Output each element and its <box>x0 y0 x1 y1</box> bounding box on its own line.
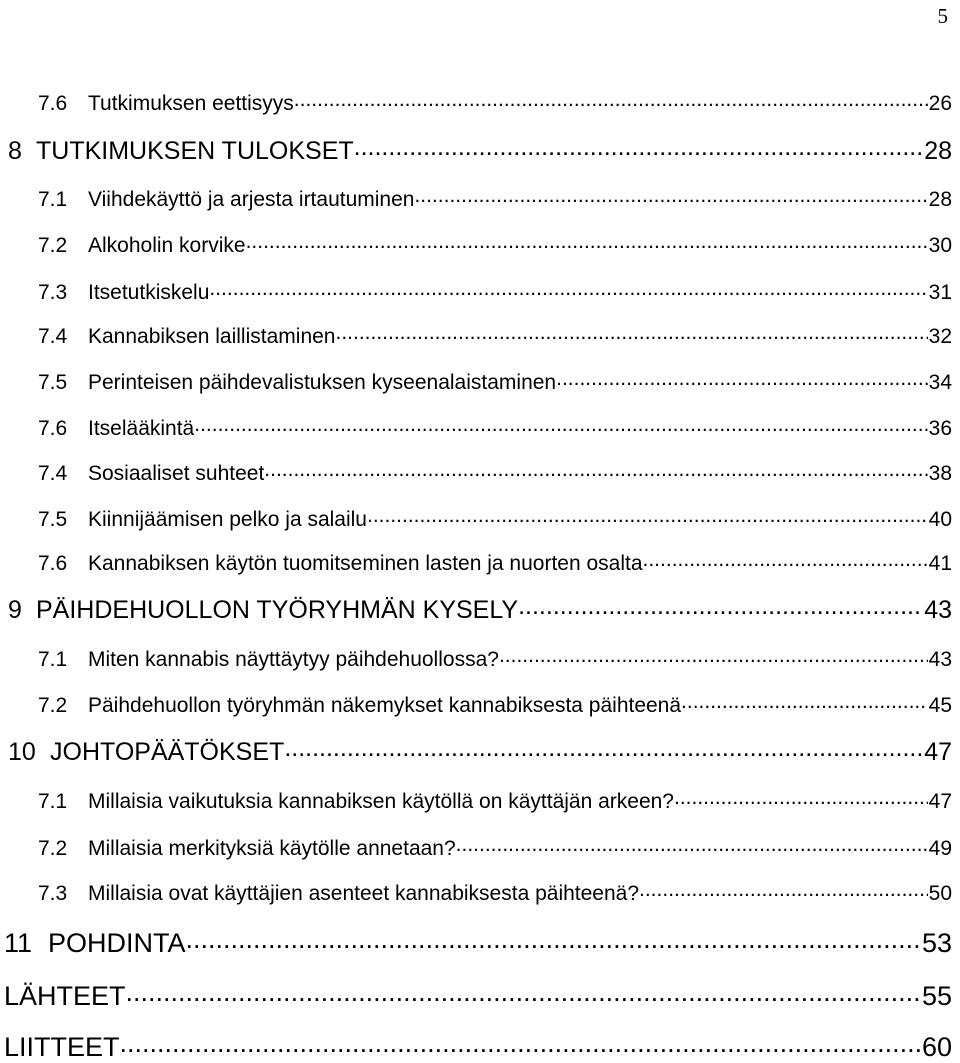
toc-entry-title: Viihdekäyttö ja arjesta irtautuminen <box>88 188 415 211</box>
toc-entry-title: Itselääkintä <box>88 417 195 440</box>
toc-entry-page: 32 <box>928 325 952 348</box>
toc-entry[interactable] <box>8 134 952 166</box>
toc-entry[interactable] <box>38 879 952 907</box>
toc-entry[interactable] <box>38 505 952 533</box>
toc-leader-dots <box>209 278 927 299</box>
toc-entry[interactable] <box>38 322 952 350</box>
toc-entry-title: LÄHTEET <box>4 981 126 1011</box>
toc-entry[interactable] <box>38 549 952 577</box>
toc-entry-page: 26 <box>928 92 952 115</box>
toc-entry[interactable] <box>4 1029 952 1063</box>
toc-leader-dots <box>681 691 928 712</box>
toc-entry-number: 7.1 <box>38 648 68 671</box>
toc-entry-title: Millaisia vaikutuksia kannabiksen käytöllä on käyttäjän arkeen? <box>88 790 674 813</box>
toc-entry[interactable] <box>8 735 952 767</box>
toc-entry-number: 7.5 <box>38 508 68 531</box>
toc-leader-dots <box>367 505 928 526</box>
toc-entry-number: 7.4 <box>38 325 68 348</box>
toc-entry[interactable] <box>38 231 952 259</box>
toc-entry-number: 7.2 <box>38 234 68 257</box>
toc-leader-dots <box>643 549 928 570</box>
toc-entry-page: 47 <box>924 738 952 766</box>
toc-entry-title: Päihdehuollon työryhmän näkemykset kannabiksesta päihteenä <box>88 694 682 717</box>
toc-entry-page: 53 <box>921 928 952 958</box>
toc-entry-title: TUTKIMUKSEN TULOKSET <box>36 137 354 165</box>
toc-entry-page: 45 <box>928 694 952 717</box>
toc-leader-dots <box>456 834 928 855</box>
toc-leader-dots <box>126 978 921 1005</box>
toc-leader-dots <box>120 1029 921 1056</box>
page-number: 5 <box>937 4 948 28</box>
toc-entry[interactable] <box>38 278 952 306</box>
toc-entry-title: Kiinnijäämisen pelko ja salailu <box>88 508 367 531</box>
toc-entry-title: Miten kannabis näyttäytyy päihdehuollossa? <box>88 648 499 671</box>
toc-entry-page: 36 <box>928 417 952 440</box>
toc-entry-number: 8 <box>8 137 22 165</box>
toc-entry-title: Kannabiksen laillistaminen <box>88 325 336 348</box>
toc-entry-number: 7.4 <box>38 462 68 485</box>
toc-entry-number: 9 <box>8 596 22 624</box>
toc-entry-page: 55 <box>921 981 952 1011</box>
toc-entry-page: 28 <box>924 137 952 165</box>
toc-leader-dots <box>639 879 928 900</box>
toc-entry-page: 43 <box>928 648 952 671</box>
toc-entry-number: 7.6 <box>38 417 68 440</box>
toc-entry[interactable] <box>38 368 952 396</box>
toc-entry-title: Alkoholin korvike <box>88 234 246 257</box>
toc-entry[interactable] <box>38 691 952 719</box>
toc-entry-number: 7.3 <box>38 281 68 304</box>
toc-entry-page: 60 <box>921 1032 952 1062</box>
toc-entry-number: 7.6 <box>38 92 68 115</box>
toc-entry-title: LIITTEET <box>4 1032 120 1062</box>
toc-leader-dots <box>354 134 924 159</box>
toc-entry-page: 31 <box>928 281 952 304</box>
toc-entry-number: 7.1 <box>38 790 68 813</box>
toc-entry[interactable] <box>38 185 952 213</box>
toc-entry[interactable] <box>38 834 952 862</box>
toc-leader-dots <box>264 459 927 480</box>
toc-entry-title: Millaisia ovat käyttäjien asenteet kannabiksesta päihteenä? <box>88 882 640 905</box>
toc-entry[interactable] <box>4 978 952 1012</box>
toc-leader-dots <box>499 645 928 666</box>
toc-entry-number: 7.2 <box>38 694 68 717</box>
toc-leader-dots <box>294 89 928 110</box>
toc-entry-title: Tutkimuksen eettisyys <box>88 92 294 115</box>
toc-entry-page: 34 <box>928 371 952 394</box>
toc-leader-dots <box>284 735 923 760</box>
toc-entry-page: 40 <box>928 508 952 531</box>
toc-entry-number: 7.6 <box>38 552 68 575</box>
toc-entry-page: 49 <box>928 837 952 860</box>
toc-entry-number: 7.3 <box>38 882 68 905</box>
toc-entry[interactable] <box>4 925 952 959</box>
toc-leader-dots <box>414 185 927 206</box>
toc-leader-dots <box>518 593 923 618</box>
toc-entry-number: 11 <box>4 928 33 958</box>
toc-entry-number: 7.1 <box>38 188 68 211</box>
toc-entry-title: Itsetutkiskelu <box>88 281 210 304</box>
toc-entry[interactable] <box>8 593 952 625</box>
toc-leader-dots <box>246 231 928 252</box>
toc-entry-number: 10 <box>8 738 36 766</box>
toc-leader-dots <box>556 368 928 389</box>
toc-leader-dots <box>674 787 928 808</box>
toc-entry[interactable] <box>38 414 952 442</box>
toc-entry-title: Sosiaaliset suhteet <box>88 462 265 485</box>
toc-entry-title: PÄIHDEHUOLLON TYÖRYHMÄN KYSELY <box>36 596 519 624</box>
toc-entry-page: 41 <box>928 552 952 575</box>
toc-entry[interactable] <box>38 787 952 815</box>
toc-leader-dots <box>186 925 921 952</box>
toc-entry-title: Perinteisen päihdevalistuksen kyseenalaistaminen <box>88 371 557 394</box>
toc-entry-page: 30 <box>928 234 952 257</box>
toc-entry-page: 43 <box>924 596 952 624</box>
toc-entry[interactable] <box>38 459 952 487</box>
toc-entry-page: 47 <box>928 790 952 813</box>
toc-entry-title: POHDINTA <box>48 928 186 958</box>
toc-leader-dots <box>335 322 927 343</box>
toc-entry-title: JOHTOPÄÄTÖKSET <box>50 738 285 766</box>
toc-entry-title: Kannabiksen käytön tuomitseminen lasten ja nuorten osalta <box>88 552 643 575</box>
toc-entry-page: 50 <box>928 882 952 905</box>
toc-entry-number: 7.2 <box>38 837 68 860</box>
toc-entry-title: Millaisia merkityksiä käytölle annetaan? <box>88 837 456 860</box>
toc-leader-dots <box>194 414 927 435</box>
toc-entry[interactable] <box>38 645 952 673</box>
toc-entry-page: 38 <box>928 462 952 485</box>
toc-entry[interactable] <box>38 89 952 117</box>
toc-entry-number: 7.5 <box>38 371 68 394</box>
toc-entry-page: 28 <box>928 188 952 211</box>
